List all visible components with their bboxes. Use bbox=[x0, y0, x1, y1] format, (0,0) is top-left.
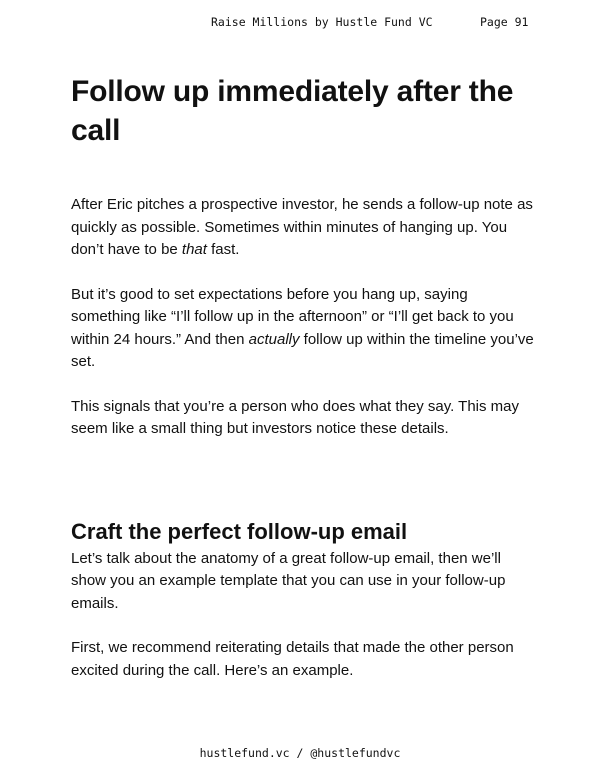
emphasis-actually: actually bbox=[248, 330, 300, 348]
paragraph-signals: This signals that you’re a person who does what they say. This may seem like a small thing but investors notice these details. bbox=[71, 397, 520, 437]
paragraph-reiterate: First, we recommend reiterating details that made the other person excited during the call. Here’s an example. bbox=[71, 639, 514, 679]
running-footer: hustlefund.vc / @hustlefundvc bbox=[199, 746, 401, 760]
paragraph-eric-pitches: After Eric pitches a prospective investor, he sends a follow-up note as quickly as possible. Sometimes within minutes of hanging up. You don’t have to be that fast. bbox=[71, 196, 533, 258]
paragraph-anatomy: Let’s talk about the anatomy of a great follow-up email, then we’ll show you an example template that you can use in your follow-up emails. bbox=[71, 549, 506, 612]
paragraph-set-expectations: But it’s good to set expectations before you hang up, saying something like “I’ll follow up in the afternoon” or “I’ll get back to you within 24 hours.” And then actually follow up within the timeline you’ve set. bbox=[71, 285, 534, 370]
emphasis-that: that bbox=[181, 241, 207, 258]
page-number: Page 91 bbox=[480, 15, 529, 29]
section-heading-follow-up: Follow up immediately after the call bbox=[71, 75, 514, 147]
book-title: Raise Millions by Hustle Fund VC bbox=[211, 15, 433, 29]
page-content bbox=[71, 72, 536, 682]
running-header bbox=[0, 15, 600, 31]
section-heading-craft-email: Craft the perfect follow-up email bbox=[71, 518, 408, 544]
